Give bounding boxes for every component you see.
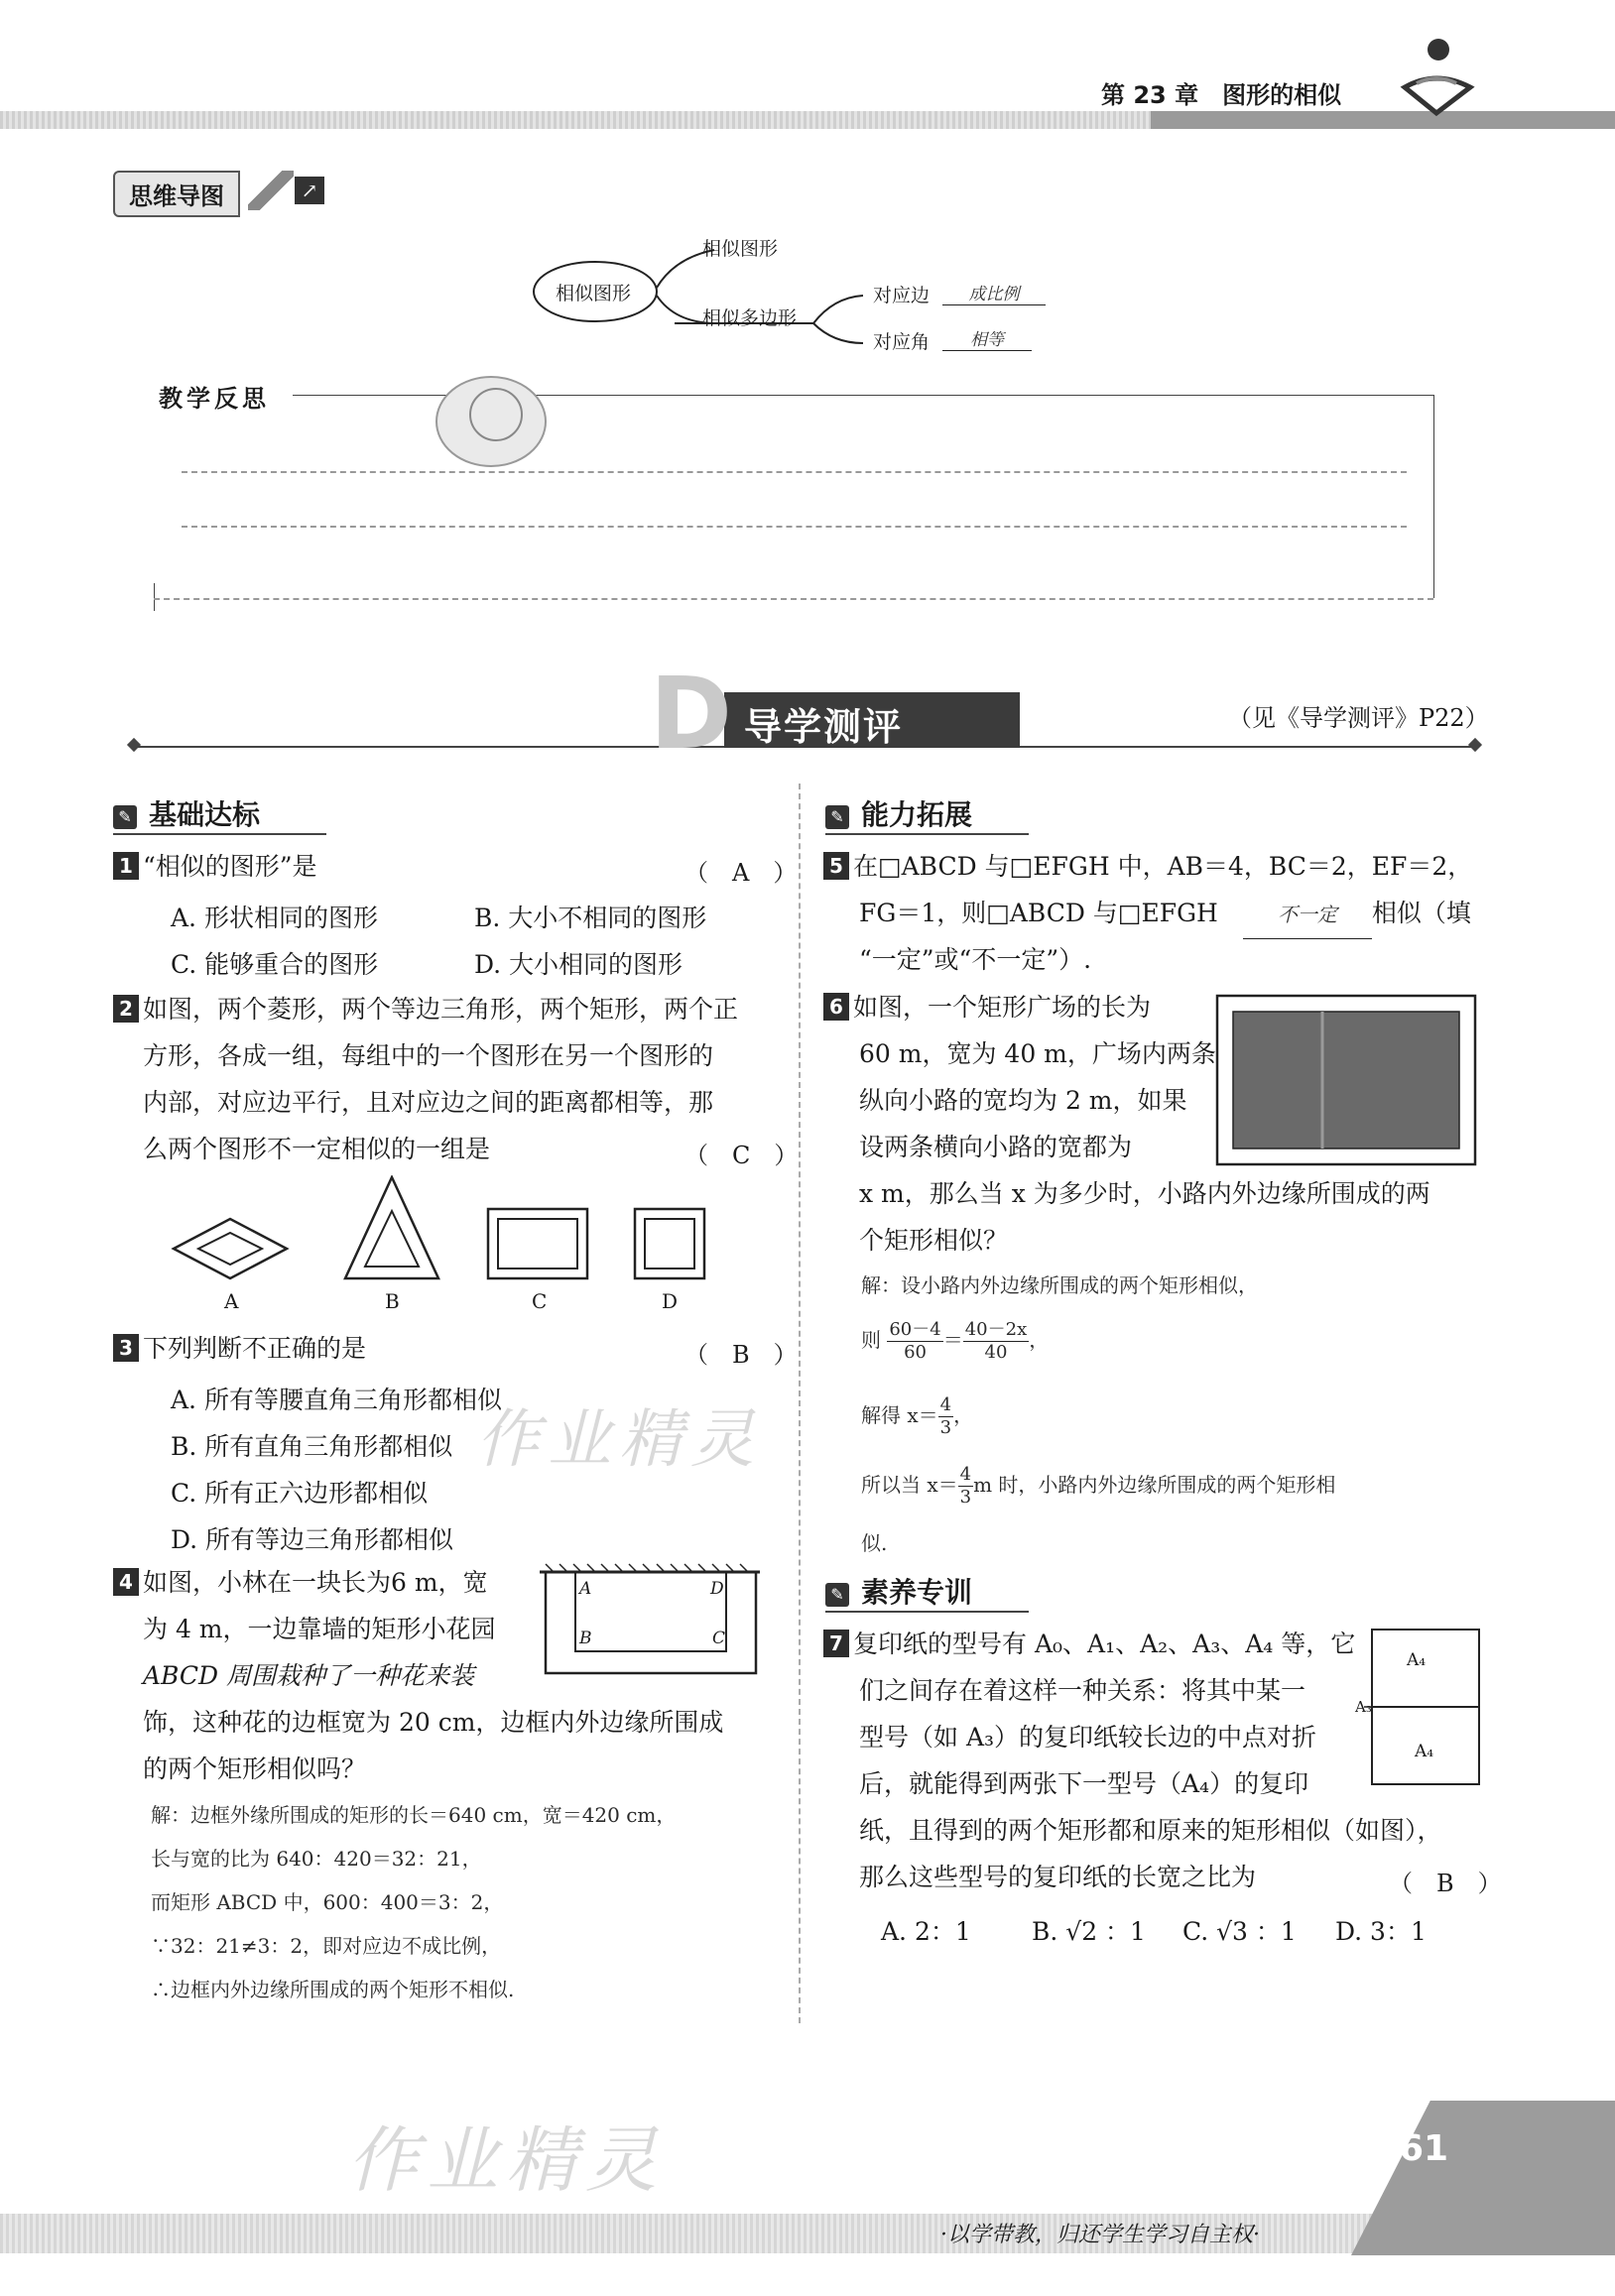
mindmap-leaf-angles: 对应角: [873, 331, 931, 353]
question-4: 4 如图，小林在一块长为6 m，宽: [113, 1559, 488, 1606]
section-underline: [825, 1611, 1029, 1613]
fraction: $\frac{60-4}{60}$: [889, 1319, 941, 1363]
q6-line: 设两条横向小路的宽都为: [859, 1133, 1133, 1161]
q7-line: 型号（如 A₃）的复印纸较长边的中点对折: [859, 1723, 1317, 1752]
q7-line: 后，就能得到两张下一型号（A₄）的复印: [859, 1769, 1309, 1798]
q4-line: 为 4 m，一边靠墙的矩形小花园: [143, 1615, 496, 1643]
question-3: 3 下列判断不正确的是: [113, 1325, 366, 1372]
section-underline: [113, 833, 326, 835]
q6-line: 60 m，宽为 40 m，广场内两条: [859, 1039, 1216, 1068]
fraction: $\frac{40-2x}{40}$: [964, 1319, 1028, 1363]
reflection-line: [182, 471, 1407, 473]
mindmap-leaf-sides: 对应边: [873, 285, 931, 306]
reflection-right-border: [1433, 395, 1434, 598]
mindmap-tag: 思维导图: [113, 171, 240, 217]
q7-option-b: B. √2 ：1: [1032, 1917, 1146, 1946]
banner-diamond: [1468, 738, 1482, 752]
q7-answer: （ B ）: [1389, 1870, 1502, 1897]
q3-option-a: A. 所有等腰直角三角形都相似: [171, 1386, 502, 1414]
q2-line: 内部，对应边平行，且对应边之间的距离都相等，那: [143, 1088, 714, 1117]
book-logo-icon: [1397, 30, 1476, 119]
q6-solution-line: 解：设小路内外边缘所围成的两个矩形相似，: [861, 1273, 1258, 1297]
fraction: $\frac{4}{3}$: [959, 1464, 972, 1508]
watermark: 作业精灵: [476, 1403, 762, 1477]
question-6: 6 如图，一个矩形广场的长为: [823, 984, 1151, 1030]
q1-answer: （ A ）: [684, 859, 798, 887]
q4-label-d: D: [710, 1579, 724, 1599]
q7-line: 纸，且得到的两个矩形都和原来的矩形相似（如图），: [859, 1816, 1442, 1845]
q7-fig-label-bottom: A₄: [1415, 1742, 1434, 1761]
stamp-logo-icon: [427, 367, 556, 476]
q5-blank: 不一定: [1243, 892, 1372, 939]
mindmap-answer-angles: 相等: [942, 325, 1032, 351]
q7-line: 们之间存在着这样一种关系：将其中某一: [859, 1676, 1306, 1705]
section-literacy: ✎ 素养专训: [825, 1571, 972, 1611]
q1-option-b: B. 大小不相同的图形: [474, 904, 707, 932]
banner-letter: D: [650, 656, 733, 772]
banner-title: 导学测评: [744, 705, 904, 749]
q5-line: “一定”或“不一定”）.: [859, 945, 1092, 974]
q3-option-d: D. 所有等边三角形都相似: [171, 1525, 454, 1554]
q4-solution-line: ∴边框内外边缘所围成的两个矩形不相似.: [151, 1978, 515, 2001]
q3-option-b: B. 所有直角三角形都相似: [171, 1432, 453, 1461]
section-ability: ✎ 能力拓展: [825, 793, 972, 833]
q1-option-a: A. 形状相同的图形: [171, 904, 378, 932]
chapter-title: 第 23 章 图形的相似: [1101, 81, 1342, 109]
banner-reference: （见《导学测评》P22）: [1228, 704, 1489, 732]
q4-solution-line: ∵32：21≠3：2，即对应边不成比例，: [151, 1934, 502, 1958]
section-basic: ✎ 基础达标: [113, 793, 260, 833]
q5-line: FG＝1，则□ABCD 与□EFGH 不一定 相似（填: [859, 890, 1471, 939]
reflection-tag: 教学反思: [159, 385, 270, 413]
header-bar-accent: [1151, 111, 1615, 129]
q2-figures: [169, 1175, 724, 1284]
q3-answer: （ B ）: [684, 1341, 798, 1369]
q4-solution-line: 长与宽的比为 640：420＝32：21，: [151, 1847, 482, 1871]
question-1: 1 “相似的图形”是: [113, 843, 317, 890]
mindmap-tag-shade: [248, 171, 294, 210]
banner-tail: [1012, 692, 1020, 748]
q7-option-c: C. √3 ：1: [1182, 1917, 1297, 1946]
q6-solution-conclusion: 所以当 x＝ $\frac{4}{3}$ m 时，小路内外边缘所围成的两个矩形相: [861, 1464, 1336, 1508]
q6-solution-line: 似.: [861, 1531, 888, 1555]
watermark: 作业精灵: [347, 2118, 666, 2202]
q4-label-c: C: [712, 1629, 726, 1648]
q4-line: 的两个矩形相似吗？: [143, 1754, 367, 1783]
pencil-icon: ✎: [825, 805, 849, 829]
page-number: 61: [1399, 2128, 1449, 2169]
q1-option-d: D. 大小相同的图形: [474, 950, 683, 979]
mindmap-branch-similar-figures: 相似图形: [702, 238, 779, 260]
column-divider: [799, 784, 801, 2023]
question-2: 2 如图，两个菱形，两个等边三角形，两个矩形，两个正: [113, 986, 738, 1032]
q3-option-c: C. 所有正六边形都相似: [171, 1479, 429, 1508]
q2-figure-label-c: C: [532, 1289, 548, 1313]
q6-solution-equation: 则 $\frac{60-4}{60}$ ＝ $\frac{40-2x}{40}$ ，: [861, 1319, 1050, 1363]
q2-answer: （ C ）: [684, 1142, 799, 1169]
q7-fig-label-top: A₄: [1407, 1650, 1427, 1670]
q7-option-a: A. 2：1: [881, 1917, 971, 1946]
q4-line: 饰，这种花的边框宽为 20 cm，边框内外边缘所围成: [143, 1708, 724, 1737]
pencil-icon: ✎: [113, 805, 137, 829]
q6-line: 个矩形相似？: [859, 1226, 1009, 1255]
fraction: $\frac{4}{3}$: [939, 1394, 952, 1438]
question-5: 5 在□ABCD 与□EFGH 中，AB＝4，BC＝2，EF＝2，: [823, 843, 1472, 890]
pencil-icon: ✎: [825, 1583, 849, 1607]
mindmap-answer-sides: 成比例: [942, 280, 1046, 305]
mindmap-center: 相似图形: [556, 283, 632, 304]
q7-line: 那么这些型号的复印纸的长宽之比为: [859, 1863, 1257, 1891]
q4-line: ABCD 周围栽种了一种花来装: [143, 1661, 475, 1690]
q4-solution-line: 解：边框外缘所围成的矩形的长＝640 cm，宽＝420 cm，: [151, 1803, 677, 1827]
page-number-box: [1351, 2101, 1615, 2255]
q7-option-d: D. 3：1: [1335, 1917, 1427, 1946]
q2-line: 方形，各成一组，每组中的一个图形在另一个图形的: [143, 1041, 714, 1070]
q7-fig-label-mid: A₃: [1355, 1698, 1372, 1716]
reflection-line: [154, 598, 1433, 600]
question-7: 7 复印纸的型号有 A₀、A₁、A₂、A₃、A₄ 等，它: [823, 1621, 1355, 1667]
q1-option-c: C. 能够重合的图形: [171, 950, 379, 979]
q6-line: 纵向小路的宽均为 2 m，如果: [859, 1086, 1187, 1115]
q2-figure-label-b: B: [385, 1289, 400, 1313]
q2-figure-label-d: D: [662, 1289, 679, 1313]
reflection-left-border: [154, 583, 155, 611]
q6-line: x m，那么当 x 为多少时，小路内外边缘所围成的两: [859, 1179, 1430, 1208]
q6-solution-result: 解得 x＝ $\frac{4}{3}$ ，: [861, 1394, 974, 1438]
section-underline: [825, 833, 1029, 835]
reflection-line: [182, 526, 1407, 528]
q4-solution-line: 而矩形 ABCD 中，600：400＝3：2，: [151, 1890, 504, 1914]
arrow-icon: ↗: [295, 177, 324, 204]
q2-line: 么两个图形不一定相似的一组是: [143, 1135, 491, 1163]
footer-slogan: ·以学带教，归还学生学习自主权·: [940, 2223, 1260, 2247]
q4-label-b: B: [579, 1629, 592, 1648]
q4-label-a: A: [579, 1579, 592, 1599]
q4-garden-figure: [536, 1562, 764, 1681]
banner-diamond: [127, 738, 141, 752]
mindmap-branch-similar-polygons: 相似多边形: [702, 307, 798, 329]
q6-square-figure: [1215, 994, 1478, 1167]
q2-figure-label-a: A: [224, 1289, 239, 1313]
